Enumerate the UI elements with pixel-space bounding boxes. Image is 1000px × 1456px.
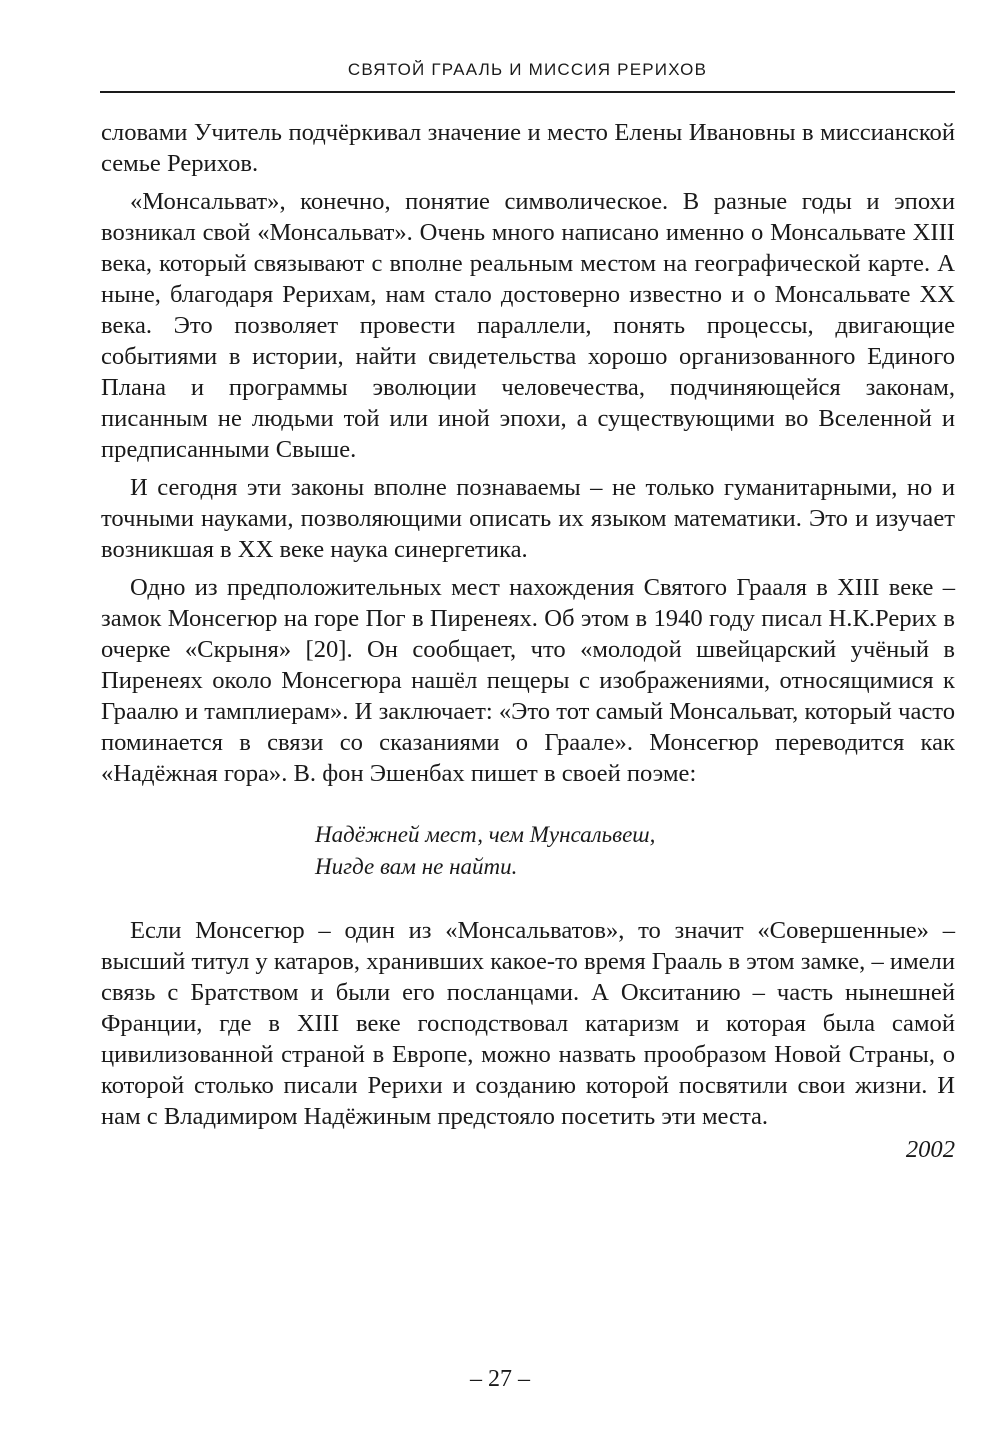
header-rule [100, 91, 955, 93]
paragraph: И сегодня эти законы вполне познаваемы – не только гуманитарными, но и точными науками, позволяющими описать их языком математики. Это и изучает возникшая в XX веке наука синергетика. [101, 474, 955, 563]
poem-line: Надёжней мест, чем Мунсальвеш, [315, 822, 656, 847]
paragraph: «Монсальват», конечно, понятие символическое. В разные годы и эпохи возникал свой «Монсальват». Очень много написано именно о Монсальвате XIII века, который связывают с вполне реальным местом на географической карте. А ныне, благодаря Рерихам, нам стало достоверно известно и о Монсальвате XX века. Это позволяет провести параллели, понять процессы, двигающие событиями в истории, найти свидетельства хорошо организованного Единого Плана и программы эволюции человечества, подчиняющейся законам, писанным не людьми той или иной эпохи, а существующими во Вселенной и предписанными Свыше. [101, 188, 955, 463]
paragraph: Если Монсегюр – один из «Монсальватов», то значит «Совершенные» – высший титул у катаров, хранивших какое-то время Грааль в этом замке, – имели связь с Братством и были его посланцами. А Окситанию – часть нынешней Франции, где в XIII веке господствовал катаризм и которая была самой цивилизованной страной в Европе, можно назвать прообразом Новой Страны, о которой столько писали Рерихи и созданию которой посвятили свои жизни. И нам с Владимиром Надёжиным предстояло посетить эти места. [101, 917, 955, 1130]
paragraph: Одно из предположительных мест нахождения Святого Грааля в XIII веке – замок Монсегюр на горе Пог в Пиренеях. Об этом в 1940 году писал Н.К.Рерих в очерке «Скрыня» [20]. Он сообщает, что «молодой швейцарский учёный в Пиренеях около Монсегюра нашёл пещеры с изображениями, относящимися к Граалю и тамплиерам». И заключает: «Это тот самый Монсальват, который часто поминается в связи со сказаниями о Граале». Монсегюр переводится как «Надёжная гора». В. фон Эшенбах пишет в своей поэме: [101, 574, 955, 787]
paragraph-continuation: словами Учитель подчёркивал значение и место Елены Ивановны в миссианской семье Рерихов. [101, 119, 955, 177]
page-number: – 27 – [470, 1366, 530, 1392]
poem-line: Нигде вам не найти. [315, 854, 518, 879]
date-signature: 2002 [905, 1136, 955, 1163]
poem-quote [315, 819, 955, 883]
body-text [101, 117, 955, 1165]
running-head: СВЯТОЙ ГРААЛЬ И МИССИЯ РЕРИХОВ [347, 60, 708, 79]
